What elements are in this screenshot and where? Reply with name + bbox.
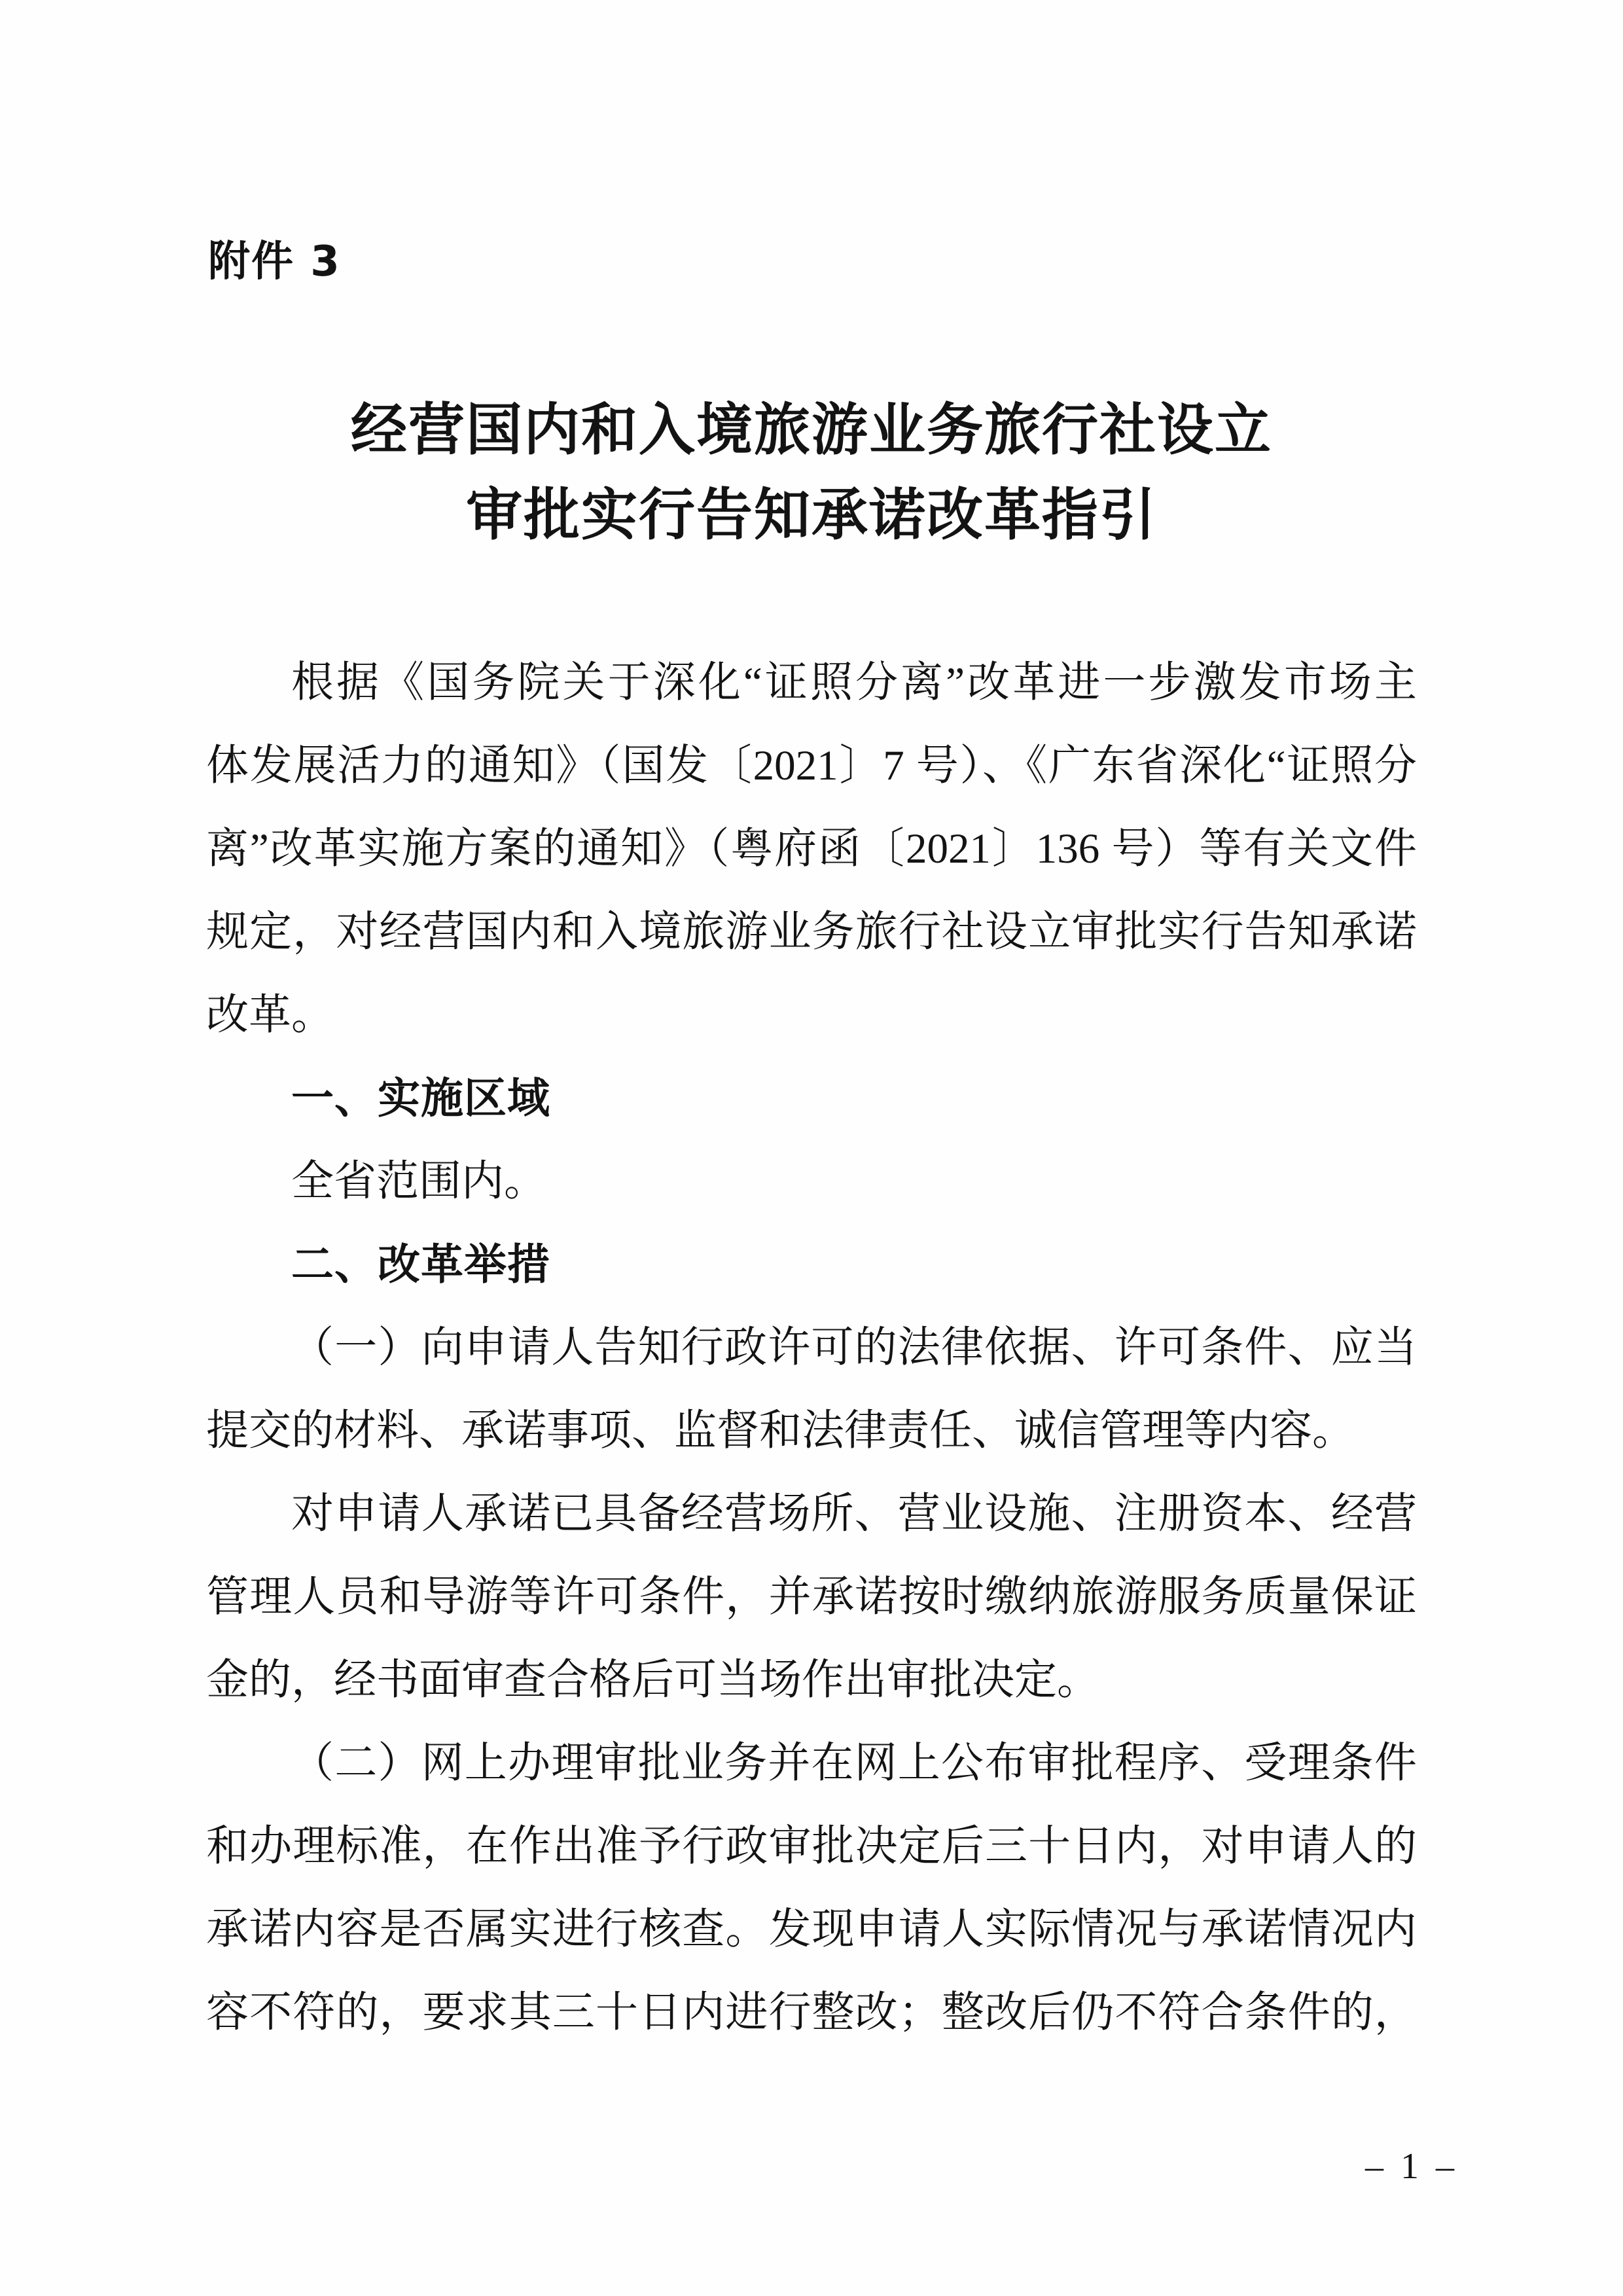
body-line: 对申请人承诺已具备经营场所、营业设施、注册资本、经营 <box>291 1490 1417 1537</box>
body-line: 全省范围内。 <box>291 1158 547 1205</box>
page-number: – 1 – <box>1365 2146 1458 2187</box>
body-line: 容不符的，要求其三十日内进行整改；整改后仍不符合条件的， <box>206 1989 1417 2036</box>
attachment-label: 附件 3 <box>208 238 341 286</box>
section-heading-1: 一、实施区域 <box>291 1074 551 1123</box>
title-line-2: 审批实行告知承诺改革指引 <box>466 484 1157 547</box>
body-line: 根据《国务院关于深化“证照分离”改革进一步激发市场主 <box>291 659 1417 706</box>
body-line: 提交的材料、承诺事项、监督和法律责任、诚信管理等内容。 <box>206 1407 1355 1454</box>
body-line: 管理人员和导游等许可条件，并承诺按时缴纳旅游服务质量保证 <box>206 1573 1417 1621</box>
body-line: 离”改革实施方案的通知》（粤府函〔2021〕136 号）等有关文件 <box>206 825 1417 872</box>
body-line: （一）向申请人告知行政许可的法律依据、许可条件、应当 <box>291 1324 1417 1371</box>
section-heading-2: 二、改革举措 <box>291 1240 551 1289</box>
body-line: 体发展活力的通知》（国发〔2021〕7 号）、《广东省深化“证照分 <box>206 742 1417 789</box>
document-title <box>0 387 1623 558</box>
body-line: （二）网上办理审批业务并在网上公布审批程序、受理条件 <box>291 1740 1417 1787</box>
body-line: 和办理标准，在作出准予行政审批决定后三十日内，对申请人的 <box>206 1823 1417 1870</box>
body-line: 承诺内容是否属实进行核查。发现申请人实际情况与承诺情况内 <box>206 1906 1417 1953</box>
body-line: 金的，经书面审查合格后可当场作出审批决定。 <box>206 1657 1100 1704</box>
document-body <box>206 641 1417 2054</box>
title-line-1: 经营国内和入境旅游业务旅行社设立 <box>351 399 1272 461</box>
body-line: 规定，对经营国内和入境旅游业务旅行社设立审批实行告知承诺 <box>206 908 1417 956</box>
body-line: 改革。 <box>206 992 334 1039</box>
